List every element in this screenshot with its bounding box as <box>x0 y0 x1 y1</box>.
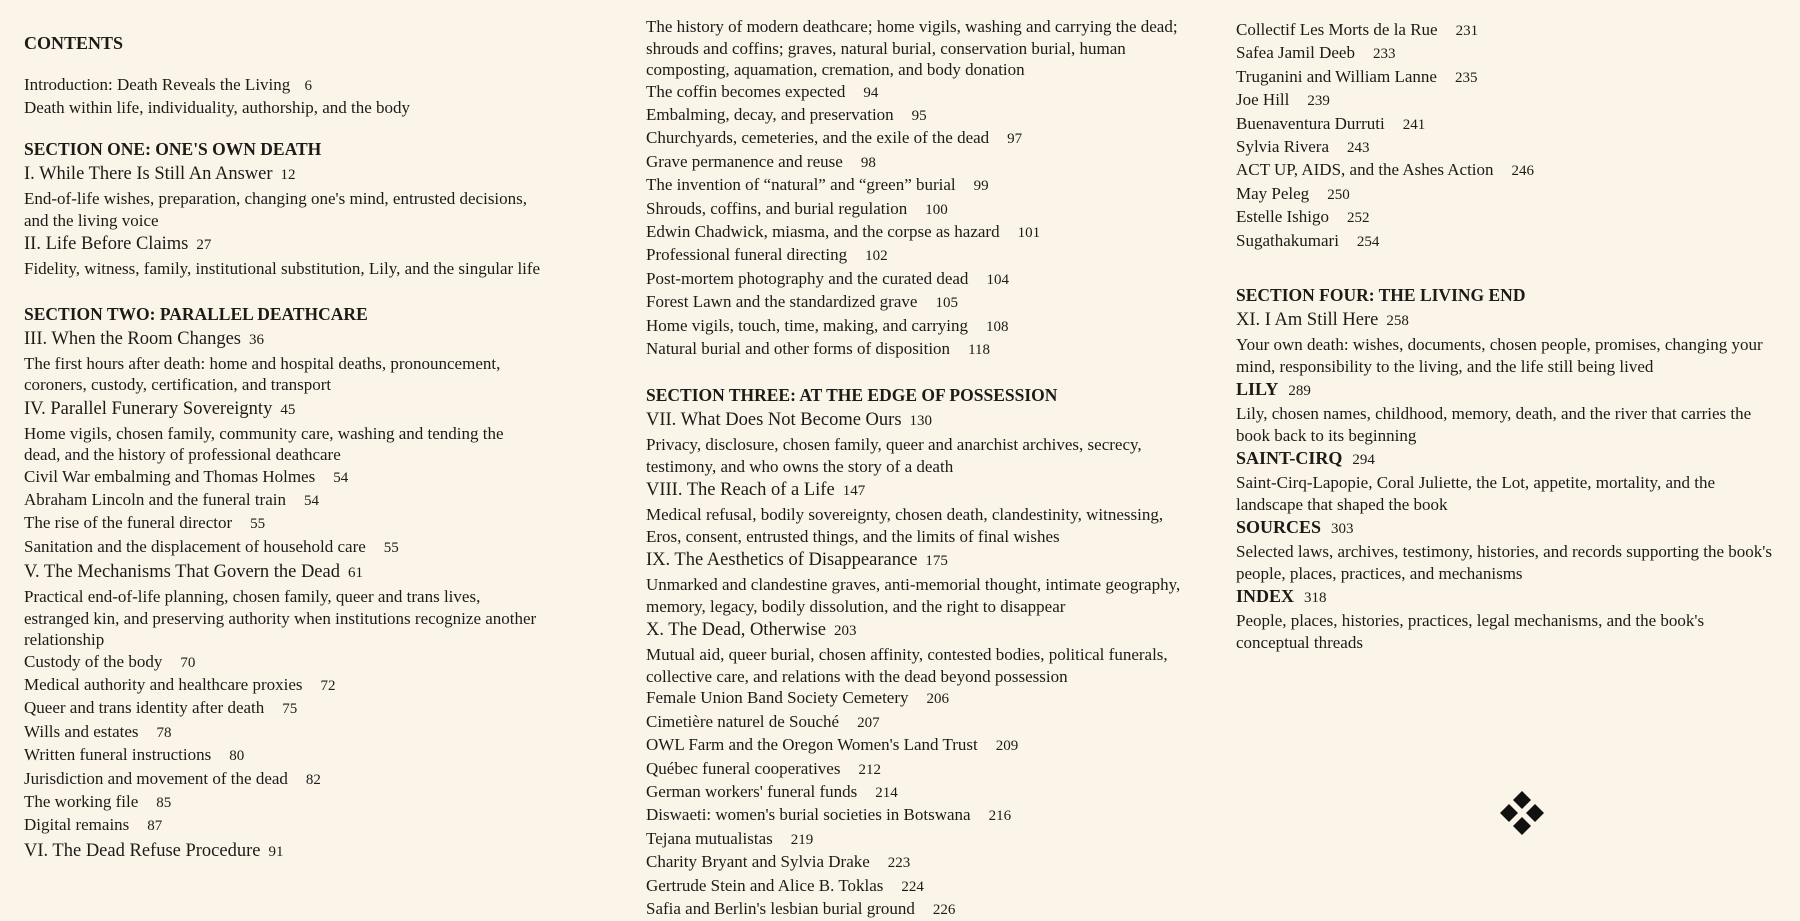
list-item <box>646 338 1186 361</box>
list-item <box>646 711 1186 734</box>
list-item <box>646 781 1186 804</box>
entry-page: 75 <box>282 701 298 718</box>
entry-page: 101 <box>1017 224 1041 241</box>
entry-title: Tejana mutualistas <box>646 828 773 848</box>
entry-page: 78 <box>156 724 172 741</box>
entry-title: Jurisdiction and movement of the dead <box>24 768 288 788</box>
intro-line <box>24 74 544 97</box>
entry-page: 239 <box>1307 93 1330 110</box>
chapter-page: 91 <box>268 843 284 860</box>
list-item <box>1236 159 1776 182</box>
entry-title: Joe Hill <box>1236 90 1290 110</box>
chapter-desc: Your own death: wishes, documents, chosen people, promises, changing your mind, responsibility to the living, and the life still being lived <box>1236 335 1763 376</box>
part-desc: Saint-Cirq-Lapopie, Coral Juliette, the Lot, appetite, mortality, and the landscape that shaped the book <box>1236 473 1716 514</box>
chapter-title: VIII. The Reach of a Life <box>646 480 835 501</box>
diamond-cluster-ornament-icon <box>1496 790 1548 842</box>
entry-title: Abraham Lincoln and the funeral train <box>24 489 286 509</box>
entry-title: The coffin becomes expected <box>646 81 846 101</box>
entry-title: May Peleg <box>1236 183 1310 203</box>
entry-page: 70 <box>180 654 196 671</box>
section-three-title: SECTION THREE: AT THE EDGE OF POSSESSION <box>646 385 1058 406</box>
toc-column-2 <box>646 16 1186 921</box>
chapter-title: III. When the Room Changes <box>24 328 241 349</box>
chapter-title: X. The Dead, Otherwise <box>646 620 826 641</box>
list-item <box>646 221 1186 244</box>
entry-page: 241 <box>1402 116 1426 133</box>
list-item <box>646 804 1186 827</box>
intro-page: 6 <box>304 78 313 94</box>
entry-title: Professional funeral directing <box>646 245 848 265</box>
entry-title: Sanitation and the displacement of household care <box>24 536 366 556</box>
list-item <box>24 768 544 791</box>
toc-column-3 <box>1236 19 1776 653</box>
chapter-6 <box>24 839 544 865</box>
chapter-desc: End-of-life wishes, preparation, changing one's mind, entrusted decisions, and the living voice <box>24 189 528 230</box>
ch6-entries <box>646 81 1186 362</box>
list-item <box>646 758 1186 781</box>
entry-page: 254 <box>1356 233 1380 250</box>
chapter-desc: The first hours after death: home and hospital deaths, pronouncement, coroners, custody, certification, and transport <box>24 353 501 394</box>
chapter-desc: Mutual aid, queer burial, chosen affinity, contested bodies, political funerals, collective care, and relations with the dead beyond possession <box>646 645 1168 686</box>
section-two-title: SECTION TWO: PARALLEL DEATHCARE <box>24 303 368 324</box>
entry-page: 212 <box>858 761 881 778</box>
entry-title: The working file <box>24 792 139 812</box>
chapter-2 <box>24 232 544 258</box>
list-item <box>646 104 1186 127</box>
entry-page: 55 <box>250 516 266 533</box>
entry-page: 97 <box>1007 131 1023 148</box>
list-item <box>646 174 1186 197</box>
list-item <box>646 898 1186 921</box>
chapter-page: 45 <box>280 401 296 418</box>
entry-page: 219 <box>790 831 814 848</box>
chapter-page: 36 <box>249 331 264 348</box>
chapter-page: 258 <box>1386 313 1409 330</box>
entry-title: Edwin Chadwick, miasma, and the corpse as hazard <box>646 221 1000 241</box>
chapter-title: I. While There Is Still An Answer <box>24 164 273 184</box>
chapter-9 <box>646 548 1186 574</box>
entry-page: 54 <box>303 492 319 509</box>
list-item <box>24 489 544 512</box>
entry-title: German workers' funeral funds <box>646 782 858 801</box>
list-item <box>24 791 544 814</box>
entry-page: 235 <box>1454 69 1478 86</box>
chapter-3 <box>24 327 544 353</box>
entry-page: 55 <box>383 539 399 556</box>
entry-page: 105 <box>935 295 958 312</box>
chapter-title: XI. I Am Still Here <box>1236 310 1379 331</box>
list-item <box>646 244 1186 267</box>
part-title: SOURCES <box>1236 517 1322 538</box>
chapter-7 <box>646 408 1186 434</box>
ch5-entries <box>24 651 544 838</box>
chapter-5 <box>24 560 544 586</box>
section-four-title: SECTION FOUR: THE LIVING END <box>1236 285 1526 306</box>
entry-title: Churchyards, cemeteries, and the exile of the dead <box>646 128 990 148</box>
entry-title: Queer and trans identity after death <box>24 698 265 718</box>
entry-title: Shrouds, coffins, and burial regulation <box>646 198 908 218</box>
chapter-title: VI. The Dead Refuse Procedure <box>24 840 261 861</box>
list-item <box>24 744 544 767</box>
part-page: 318 <box>1304 590 1327 607</box>
intro-title: Introduction: Death Reveals the Living <box>24 75 291 94</box>
list-item <box>646 198 1186 221</box>
list-item <box>24 721 544 744</box>
entry-title: Digital remains <box>24 815 130 835</box>
toc-column-1 <box>24 30 544 865</box>
chapter-desc: Fidelity, witness, family, institutional substitution, Lily, and the singular life <box>24 259 541 278</box>
entry-page: 95 <box>911 107 927 124</box>
part-page: 294 <box>1352 452 1375 469</box>
entry-title: Buenaventura Durruti <box>1236 113 1385 133</box>
list-item <box>1236 230 1776 253</box>
entry-title: Forest Lawn and the standardized grave <box>646 292 918 312</box>
entry-title: Custody of the body <box>24 651 163 671</box>
entry-title: Truganini and William Lanne <box>1236 66 1437 86</box>
entry-title: Sylvia Rivera <box>1236 137 1330 157</box>
chapter-page: 203 <box>833 623 857 640</box>
chapter-page: 130 <box>909 413 933 430</box>
entry-page: 104 <box>986 271 1009 288</box>
ch10-entries-part1 <box>646 687 1186 921</box>
chapter-page: 175 <box>925 553 948 570</box>
entry-title: The rise of the funeral director <box>24 513 233 533</box>
list-item <box>1236 42 1776 65</box>
chapter-title: V. The Mechanisms That Govern the Dead <box>24 562 340 583</box>
entry-page: 214 <box>875 785 898 801</box>
entry-title: Natural burial and other forms of disposition <box>646 338 951 358</box>
list-item <box>646 828 1186 851</box>
chapter-11 <box>1236 308 1776 334</box>
list-item <box>646 875 1186 898</box>
entry-page: 206 <box>926 691 949 708</box>
ch4-entries <box>24 466 544 560</box>
chapter-desc: Practical end-of-life planning, chosen family, queer and trans lives, estranged kin, and preserving authority when institutions recognize another relationship <box>24 587 537 650</box>
entry-title: Written funeral instructions <box>24 745 212 765</box>
list-item <box>646 291 1186 314</box>
entry-title: Civil War embalming and Thomas Holmes <box>24 466 316 486</box>
entry-title: Medical authority and healthcare proxies <box>24 675 303 695</box>
part-title: LILY <box>1236 379 1279 400</box>
entry-page: 207 <box>857 714 880 731</box>
part-page: 303 <box>1331 521 1354 538</box>
list-item <box>24 697 544 720</box>
entry-page: 224 <box>901 878 924 895</box>
entry-title: Québec funeral cooperatives <box>646 758 841 778</box>
chapter-desc: Unmarked and clandestine graves, anti-memorial thought, intimate geography, memory, legacy, bodily dissolution, and the right to disappear <box>646 575 1181 616</box>
entry-title: Wills and estates <box>24 721 139 741</box>
entry-page: 209 <box>995 738 1019 755</box>
entry-page: 108 <box>986 318 1009 335</box>
part-desc: Selected laws, archives, testimony, histories, and records supporting the book's people, places, practices, and mechanisms <box>1236 542 1772 583</box>
entry-page: 252 <box>1347 210 1370 227</box>
contents-title: CONTENTS <box>24 33 124 53</box>
entry-page: 82 <box>305 771 321 788</box>
entry-title: Post-mortem photography and the curated dead <box>646 268 969 288</box>
entry-page: 223 <box>887 855 911 872</box>
list-item <box>646 151 1186 174</box>
entry-title: Cimetière naturel de Souché <box>646 711 840 731</box>
ch10-entries-part2 <box>1236 19 1776 253</box>
entry-page: 216 <box>988 808 1012 825</box>
list-item <box>646 734 1186 757</box>
chapter-page: 12 <box>280 167 296 183</box>
entry-title: Embalming, decay, and preservation <box>646 104 894 124</box>
entry-page: 233 <box>1372 46 1396 63</box>
entry-page: 94 <box>863 84 879 101</box>
list-item <box>24 651 544 674</box>
intro-desc: Death within life, individuality, authorship, and the body <box>24 98 411 117</box>
list-item <box>646 851 1186 874</box>
entry-title: Sugathakumari <box>1236 230 1339 250</box>
entry-page: 246 <box>1511 163 1535 180</box>
entry-page: 102 <box>865 248 888 265</box>
chapter-title: IX. The Aesthetics of Disappearance <box>646 550 918 571</box>
entry-title: Gertrude Stein and Alice B. Toklas <box>646 875 884 895</box>
chapter-desc: The history of modern deathcare; home vigils, washing and carrying the dead; shrouds and coffins; graves, natural burial, conservation burial, human composting, aquamation, cremation, and body donation <box>646 17 1178 79</box>
entry-page: 226 <box>932 902 956 919</box>
entry-title: OWL Farm and the Oregon Women's Land Trust <box>646 735 978 755</box>
chapter-desc: Home vigils, chosen family, community care, washing and tending the dead, and the history of professional deathcare <box>24 423 504 464</box>
chapter-page: 61 <box>347 565 363 582</box>
entry-title: Diswaeti: women's burial societies in Botswana <box>646 805 971 825</box>
chapter-title: II. Life Before Claims <box>24 234 189 254</box>
entry-page: 72 <box>320 678 336 695</box>
entry-title: Grave permanence and reuse <box>646 151 843 171</box>
entry-page: 99 <box>973 178 989 195</box>
entry-title: Home vigils, touch, time, making, and carrying <box>646 315 968 335</box>
entry-title: Female Union Band Society Cemetery <box>646 688 909 708</box>
entry-page: 98 <box>860 154 876 171</box>
list-item <box>1236 89 1776 112</box>
chapter-4 <box>24 397 544 423</box>
chapter-title: VII. What Does Not Become Ours <box>646 410 902 431</box>
part-desc: People, places, histories, practices, legal mechanisms, and the book's conceptual threads <box>1236 611 1705 652</box>
entry-title: Charity Bryant and Sylvia Drake <box>646 852 870 872</box>
list-item <box>1236 206 1776 229</box>
part-saint-cirq <box>1236 446 1776 472</box>
entry-page: 54 <box>333 469 349 486</box>
part-page: 289 <box>1288 383 1311 400</box>
entry-page: 87 <box>147 818 163 835</box>
chapter-page: 147 <box>842 483 866 500</box>
list-item <box>646 315 1186 338</box>
entry-page: 231 <box>1455 23 1479 39</box>
part-index <box>1236 584 1776 610</box>
chapter-1 <box>24 162 544 188</box>
entry-title: Safea Jamil Deeb <box>1236 43 1355 63</box>
entry-title: ACT UP, AIDS, and the Ashes Action <box>1236 160 1494 180</box>
chapter-title: IV. Parallel Funerary Sovereignty <box>24 398 273 419</box>
list-item <box>646 81 1186 104</box>
entry-page: 100 <box>925 201 948 218</box>
entry-title: Estelle Ishigo <box>1236 207 1330 227</box>
entry-page: 250 <box>1327 186 1350 203</box>
list-item <box>646 687 1186 710</box>
chapter-page: 27 <box>196 237 212 253</box>
entry-title: Safia and Berlin's lesbian burial ground <box>646 899 915 919</box>
list-item <box>646 268 1186 291</box>
part-sources <box>1236 515 1776 541</box>
chapter-desc: Medical refusal, bodily sovereignty, chosen death, clandestinity, witnessing, Eros, consent, entrusted things, and the limits of final wishes <box>646 505 1164 546</box>
section-one-title: SECTION ONE: ONE'S OWN DEATH <box>24 139 322 159</box>
part-lily <box>1236 377 1776 403</box>
list-item <box>24 466 544 489</box>
list-item <box>1236 19 1776 42</box>
chapter-desc: Privacy, disclosure, chosen family, queer and anarchist archives, secrecy, testimony, and who owns the story of a death <box>646 435 1142 476</box>
list-item <box>646 127 1186 150</box>
list-item <box>1236 113 1776 136</box>
list-item <box>24 814 544 837</box>
part-desc: Lily, chosen names, childhood, memory, death, and the river that carries the book back to its beginning <box>1236 404 1752 445</box>
entry-page: 118 <box>968 341 991 358</box>
entry-page: 85 <box>156 795 172 812</box>
list-item <box>1236 136 1776 159</box>
list-item <box>24 536 544 559</box>
chapter-10 <box>646 618 1186 644</box>
entry-page: 243 <box>1347 140 1370 157</box>
entry-title: The invention of “natural” and “green” burial <box>646 175 956 195</box>
list-item <box>1236 183 1776 206</box>
list-item <box>24 512 544 535</box>
part-title: INDEX <box>1236 586 1295 607</box>
entry-page: 80 <box>229 748 245 765</box>
part-title: SAINT-CIRQ <box>1236 448 1343 469</box>
list-item <box>1236 66 1776 89</box>
list-item <box>24 674 544 697</box>
chapter-8 <box>646 478 1186 504</box>
entry-title: Collectif Les Morts de la Rue <box>1236 20 1438 39</box>
